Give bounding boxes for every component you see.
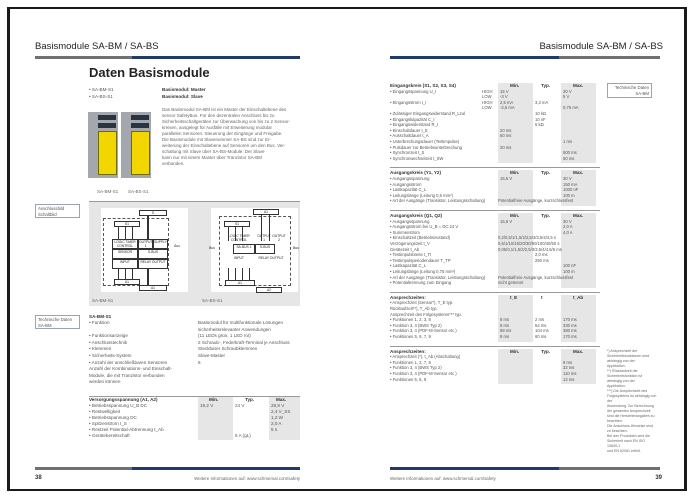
cell-max: 1 ms <box>563 139 573 144</box>
cell-min: 15 V <box>500 88 509 94</box>
spec-value: sicherheitsrelevanter Anwendungen <box>198 326 271 332</box>
output-block: OUTPUT 2 <box>272 234 286 242</box>
row-label: • Funktionen 5, 6, 7, 9 <box>390 333 431 339</box>
row-label: • Summenstrom <box>390 229 420 235</box>
aux-block: Aux <box>174 244 180 248</box>
cell-max: 32 ms <box>563 365 575 371</box>
page-title: Daten Basismodule <box>89 65 210 80</box>
cell-span: 0,2/0,5/1/1,5/2/2,5/3/3,5/4/4,5 s <box>498 235 556 241</box>
right-page <box>350 9 690 489</box>
col-header-min: Min. <box>510 83 520 88</box>
cell-typ: 2,0 ms <box>535 252 548 258</box>
spec-section <box>89 314 300 394</box>
row-label: • Funktion 3, 4 (BWS Typ 2) <box>390 322 442 328</box>
spec-label: • Sicherheits-System <box>89 353 132 358</box>
spec-row <box>89 379 300 386</box>
table-heading: Ansprechzeiten: <box>390 294 426 300</box>
spec-value: 2 Schraub-, Federkraft-Terminal je Anschluss <box>198 339 290 345</box>
block-diagram-bm <box>101 208 188 292</box>
row-label: Verzögerungszeit t_V <box>390 241 430 246</box>
diagram-caption: SA-BM-S1 <box>92 298 114 303</box>
cell-max: 30 V <box>563 175 572 181</box>
cell-span: 0,5/1/10/15/20/30/50/100/40/50 s <box>498 241 560 246</box>
table-row <box>390 156 600 162</box>
row-label: • Zulässiger Eingangswiderstand R_Lzul <box>390 111 466 116</box>
cell-max: 110 ms <box>563 370 577 376</box>
row-label: • Eingangswiderstand R_I <box>390 122 439 128</box>
row-label: Gerätezeit t_Ab <box>390 246 420 252</box>
spec-label: werden können <box>89 379 121 385</box>
cell-max: 1000 nF <box>563 187 579 193</box>
col-header-max: t_Ab <box>573 294 584 300</box>
release-table <box>390 349 600 385</box>
row-label: • Ansprechzeit (*), t_Ab (Abschaltung) <box>390 354 461 360</box>
row-label: • Spitzenstrom I_S <box>89 421 127 426</box>
variant-list <box>89 87 114 100</box>
row-label: • Potentialtrennung zum Eingang <box>390 280 452 286</box>
page-header: Basismodule SA-BM / SA-BS <box>539 41 663 52</box>
col-header-min: Min. <box>209 397 219 402</box>
input-block: INPUT <box>112 259 138 269</box>
spec-value: Slave-Master <box>198 353 226 358</box>
page-number: 38 <box>35 475 42 481</box>
row-label: Ansprechzeit des Folgesystems*** typ. <box>390 311 462 317</box>
terminal-strip: S1 <box>114 221 140 227</box>
row-label: • Art der Ausgänge (Transistor, Leistungsschaltung) <box>390 198 486 204</box>
cell-span: Potentialfreie Ausgänge, kurzschlussfest <box>498 274 574 280</box>
spec-label: • Funktionsanzeige <box>89 333 128 339</box>
table-row <box>390 377 600 383</box>
cell-typ: 250 ms <box>535 257 549 263</box>
row-label: • Ausgangsstrom bei U_B = DC 24 V <box>390 224 459 230</box>
cell-max: 28,8 V <box>271 403 285 408</box>
table-heading: Ausgangskreis (Q1, Q2) <box>390 213 443 218</box>
spec-label: • Funktion <box>89 320 110 325</box>
diagram-label-box: Anschlussbild Schaltbild <box>35 204 80 218</box>
col-header-typ: Typ. <box>541 170 551 176</box>
page-header: Basismodule SA-BM / SA-BS <box>35 41 159 52</box>
spec-label: • Anschlusstechnik <box>89 339 128 345</box>
tech-data-box: Technische Daten SA-BM <box>35 315 80 329</box>
row-mode: LOW <box>482 105 492 111</box>
row-label: • Funktionen 1, 2, 3, 8 <box>390 317 431 323</box>
col-header-typ: Typ. <box>245 397 255 402</box>
output-table-2 <box>390 213 600 288</box>
left-page <box>10 9 350 489</box>
diagram-panel <box>89 201 300 306</box>
cell-max: 2,0 A <box>271 421 282 426</box>
terminal-strip: A1 <box>225 280 255 286</box>
row-label: • Synchronzeit t_S <box>390 150 425 156</box>
cell-max: 100 m <box>563 269 575 274</box>
cell-max: 30 V <box>563 88 572 94</box>
footer-bar <box>35 467 300 470</box>
mode-list <box>162 87 206 100</box>
col-header-max: Max. <box>573 83 584 88</box>
cell-max: 150 mA <box>563 181 578 187</box>
col-header-typ: Typ. <box>541 213 551 218</box>
row-mode: HIGH <box>482 99 493 105</box>
col-header-max: Max. <box>573 213 584 218</box>
row-label: • Funktion 3, 4 (PDF-M-Sensor etc.) <box>390 370 457 376</box>
relay-block: RELAY OUTPUT <box>138 259 168 269</box>
cell-min: 20 ms <box>500 144 512 150</box>
cell-min: 15,6 V <box>500 218 513 224</box>
diagram-caption: SA-BS-S1 <box>202 298 223 303</box>
block-diagram-bs <box>211 208 298 292</box>
row-label: • Restwelligkeit <box>89 409 120 414</box>
col-header-max: Max. <box>573 348 584 354</box>
row-label: • Restzeit Potential-Abtrennung t_Ab <box>89 427 164 432</box>
cell-max: 0,75 mA <box>563 105 579 111</box>
input-block: INPUT <box>234 256 244 260</box>
document-spread <box>7 7 687 491</box>
cell-min: 20 ms <box>500 127 512 133</box>
page-footer: Weitere Informationen auf: www.schmersal.com/safety <box>390 476 496 481</box>
cell-max: 100 nF <box>563 263 577 269</box>
bus-label: Bus <box>209 246 215 250</box>
variant-item: • SA-BS-S1 <box>89 93 113 99</box>
row-label: • Betriebsspannung DC <box>89 415 137 420</box>
cell-min: -3 V <box>500 94 508 100</box>
cell-max: 2,4 V_SS <box>271 409 291 414</box>
row-label: • Lastkapazität C_L <box>390 263 427 269</box>
row-label: Rücklaufzeit**), T_Ab typ. <box>390 305 438 311</box>
row-label: • Funktionen 1, 2, 7, 8 <box>390 359 431 365</box>
row-label: • Funktionen 5, 6, 9 <box>390 376 427 382</box>
terminal-strip: S1 <box>224 221 250 227</box>
table-heading: Ausgangskreis (Y1, Y2) <box>390 170 441 176</box>
terminal-strip: A1 <box>139 285 167 291</box>
cell-min: 8 ms <box>500 317 510 323</box>
spec-heading: SA-BM-S1 <box>89 314 112 319</box>
table-row <box>390 334 600 340</box>
output-table-1 <box>390 170 600 206</box>
col-header-typ: Typ. <box>541 83 551 88</box>
terminal-strip: S <box>139 210 167 216</box>
cell-typ: 54 ms <box>535 322 547 328</box>
cell-max: 1,2 W <box>271 415 283 420</box>
row-label: • Unterbrechungsdauer (Testimpulse) <box>390 139 460 144</box>
header-bar <box>390 56 660 59</box>
row-label: • Synchronwechselzeit t_SW <box>390 155 444 161</box>
mode-item: Basismodul: Master <box>162 87 206 92</box>
row-label: • Eingangsstrom I_I <box>390 99 427 105</box>
input-table <box>390 83 600 163</box>
logic-block: LOGIC TIMER CONTROL <box>112 239 138 249</box>
table-divider <box>390 292 600 293</box>
supply-table <box>89 396 300 440</box>
table-heading: Eingangskreis (S1, S2, S3, S4) <box>390 83 456 88</box>
col-header-min: Min. <box>510 348 520 354</box>
row-label: • Ausschaltdauer t_A <box>390 133 429 139</box>
row-label: • Testimpulsbreite t_TI <box>390 252 432 258</box>
cell-min: 8 ms <box>500 333 510 339</box>
table-row <box>390 198 600 204</box>
cell-typ: 5 kΩ <box>535 122 544 128</box>
supply-block: SUPPLY <box>153 239 168 249</box>
footer-bar <box>390 467 660 470</box>
cell-max: 170 ms <box>563 317 577 323</box>
cell-max: 12 ms <box>563 376 575 382</box>
page-footer: Weitere Informationen auf: www.schmersal.com/safety <box>194 476 300 481</box>
row-label: • Funktion 3, 4 (PDF-M-Sensor etc.) <box>390 328 457 334</box>
spec-value: Steckbarer Schraubklemmen <box>198 346 258 352</box>
cell-min: -2,5 mA <box>500 105 515 111</box>
table-divider <box>390 346 600 347</box>
sensor-block: SENSOR <box>112 249 138 259</box>
cell-typ: 104 ms <box>535 328 549 334</box>
spec-label: Module, die mit Tranzistor verbunden <box>89 372 165 378</box>
cell-typ: 60 ms <box>535 333 547 339</box>
row-label: • Pulsdauer zur Betriebsunterbrechung <box>390 144 462 150</box>
variant-item: • SA-BM-S1 <box>89 87 114 92</box>
page-number: 39 <box>655 475 662 481</box>
cell-min: 8 ms <box>500 322 510 328</box>
tech-data-box: Technische Daten SA-BM <box>607 83 652 98</box>
photo-caption: SA-BM-S1 <box>97 189 119 194</box>
spec-value: 6 <box>198 359 201 365</box>
logic-block: LOGIC TIMER CONTROL <box>228 234 250 242</box>
table-row <box>89 433 300 439</box>
output-block: OUTPUT 1 <box>139 240 153 248</box>
cell-typ: 5 A (gL) <box>235 433 251 438</box>
right-tables <box>390 83 600 463</box>
row-label: • Testimpulsperiodendauer T_TP <box>390 257 451 263</box>
cell-max: 30 V <box>563 218 572 224</box>
row-label: • Betriebsspannung U_B DC <box>89 403 148 408</box>
row-label: • Leitungslänge (Leitung 0,5 mm²) <box>390 192 453 198</box>
sbus-block: S-BUS <box>255 244 275 254</box>
col-header-min: Min. <box>510 170 520 176</box>
header-bar <box>35 56 300 59</box>
cell-max: 2,0 A <box>563 224 573 230</box>
cell-min: 50 ms <box>500 133 512 139</box>
table-heading: Versorgungsspannung (A1, A2) <box>89 397 158 402</box>
cell-max: 50 ms <box>563 155 575 161</box>
row-label: • Leitungslänge (Leitung 0,75 mm²) <box>390 269 456 274</box>
cell-max: 170 ms <box>563 333 577 339</box>
product-photo <box>88 107 158 179</box>
row-label: • Art der Ausgänge (Transistor, Leistungsschaltung) <box>390 274 486 280</box>
row-label: • Eingangsspannung U_I <box>390 88 437 94</box>
description: Das Basismodul SA-BM ist ein Master der Einschaltebene des sensor SafetyBus. Für den dezentralen Anschluss bis zu Sicherheitsschaltgeräten zur Überwachung von bis zu 2 Sensor- kreisen, ausgelegt für Ausfälle mit Erweiterung modular parallelen Sensoren. Steuerung der Eingänge und Freigabe. Die Basismodule mit Slavenummer SA-BS sind zur Er- weiterung der Einschaltebene auf Sensoren um den Bus. Ver- schaltung mit Slave über SA-BS-Module. Der Slave kann nur mit einem Master über Tranzistor SA-BM verbunden. <box>162 107 291 166</box>
table-row <box>390 280 600 286</box>
cell-max: 5 s <box>271 427 278 432</box>
row-label: • Eingangskapazität C_I <box>390 116 435 122</box>
terminal-strip: A1 <box>253 209 279 215</box>
cell-min: 58 ms <box>500 328 512 334</box>
mode-item: Basismodul: Slave <box>162 93 203 99</box>
row-label: • Einschaltzeit (Betriebszustand) <box>390 235 451 241</box>
cell-typ: 2 ms <box>535 317 545 323</box>
col-header-min: Min. <box>510 213 520 218</box>
row-label: • Ausgangsstrom <box>390 181 422 187</box>
sabus-block: SA-BUS 1 <box>233 244 255 254</box>
row-label: • Gerätebereitschaft <box>89 433 130 438</box>
table-heading: Ansprechzeiten: <box>390 348 426 354</box>
cell-max: 100 m <box>563 192 575 198</box>
cell-min: 2,5 mA <box>500 99 514 105</box>
col-header-min: t_E <box>510 294 518 300</box>
col-header-typ: t <box>541 294 543 300</box>
sbus-block: S-BUS <box>138 249 168 259</box>
row-mode: HIGH <box>482 88 493 94</box>
relay-block: RELAY OUTPUT <box>258 256 284 260</box>
spec-label: • Anzahl der anschließbaren Sensoren <box>89 359 168 365</box>
cell-max: 4,0 A <box>563 229 573 235</box>
cell-max: 9 ms <box>563 359 573 365</box>
bus-label: Bus <box>293 246 299 250</box>
cell-max: 500 ms <box>563 150 577 156</box>
col-header-max: Max. <box>573 170 584 176</box>
table-divider <box>390 210 600 211</box>
row-label: • Einschaltdauer t_E <box>390 127 428 133</box>
terminal-strip: A1 <box>114 279 140 285</box>
cell-typ: 24 V <box>235 403 245 408</box>
output-block: OUTPUT 1 <box>257 234 271 242</box>
spec-value: Basismodul für multifunktionale Lösungen <box>198 320 284 325</box>
spec-label: • Klemmen <box>89 346 112 352</box>
row-label: • Ansprechzeit (Sensor*), T_E typ. <box>390 300 454 306</box>
cell-span: 0,05/0,1/1,5/2/2,5/3/3,5/4/4,5/5 ms <box>498 246 562 252</box>
row-label: • Funktion 3, 4 (BWS Typ 2) <box>390 365 442 371</box>
spec-value: (11 LEDs grün, 1 LED rot) <box>198 333 251 339</box>
cell-span: Potentialfreie Ausgänge, kurzschlussfest <box>498 198 574 204</box>
cell-min: 15,6 V <box>500 175 513 181</box>
cell-typ: 10 nF <box>535 116 546 122</box>
cell-typ: 3,3 mA <box>535 99 549 105</box>
cell-min: 19,2 V <box>200 403 214 408</box>
cell-span: nicht getrennt <box>498 280 524 286</box>
table-divider <box>390 167 600 168</box>
terminal-strip: A2 <box>256 287 282 293</box>
photo-caption: SA-BS-S1 <box>128 189 149 194</box>
cell-max: 330 ms <box>563 322 577 328</box>
row-label: • Ausgangsspannung <box>390 218 430 224</box>
footnotes: *) Ansprechzeit der Sicherheitsfunktionen sind abhängig von der Applikation. **) Rücklaufzeit der Sicherheitsfunktion ist abhängig von der Applikation. ***) Die Ansprechzeit des Folgesystems ist abhängig von der Anwendung. Zur Berechnung der gesamten Ansprechzeit sind die Herstellerangaben zu beachten. Die Anschluss-Hinweise sind zu beachten. Bei den Produkten wird die Sicherheit nach EN ISO 13849-1 und EN 62061 erfüllt. <box>607 349 657 453</box>
cell-typ: 10 kΩ <box>535 111 547 116</box>
row-label: • Lastkapazität C_L <box>390 187 427 193</box>
row-mode: LOW <box>482 94 492 100</box>
row-label: • Ausgangsspannung <box>390 175 430 181</box>
cell-max: 380 ms <box>563 328 577 334</box>
spec-label: Anzahl der Kombinations- und Einschalt- <box>89 366 172 372</box>
col-header-typ: Typ. <box>541 348 551 354</box>
timing-table <box>390 295 600 342</box>
col-header-max: Max. <box>276 397 287 402</box>
cell-max: 5 V <box>563 94 570 100</box>
